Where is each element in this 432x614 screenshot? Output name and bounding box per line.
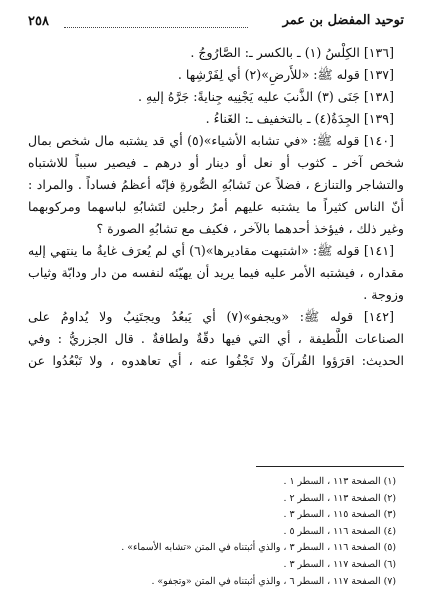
footnote-3: (٣) الصفحة ١١٥ ، السطر ٣ . — [283, 509, 396, 521]
entry-142-line-3: الحديث: اقرَؤوا القُرآنَ ولا تَجْفُوا عنه ، أي تعاهدوه ، ولا تَبْعُدُوا عن — [28, 353, 404, 368]
entry-142-line-2: الصناعات اللَّطيفة ، أي التي فيها دقّةٌ ولطافةٌ . قال الجزريُّ : وفي — [28, 331, 404, 346]
entry-137: [١٣٧] قوله ﷺ: «للأَرضِ»(٢) أي لِفَرْشِها . — [177, 67, 394, 82]
entry-138: [١٣٨] جَنَى (٣) الذَّنبَ عليه يَجْنِيه جِنايةً: جَرَّهُ إليهِ . — [137, 89, 394, 104]
footnotes — [28, 474, 396, 590]
running-header — [28, 10, 404, 36]
footnote-6: (٦) الصفحة ١١٧ ، السطر ٣ . — [283, 558, 396, 570]
entry-140-line-5: وغير ذلك ، فيؤخذ أحدهما بالآخر ، فكيف مع تشابُهِ الصورة ؟ — [96, 221, 404, 236]
footnote-5: (٥) الصفحة ١١٦ ، السطر ٣ ، والذي أثبتناه في المتن «تشابه الأسماء» . — [121, 542, 396, 554]
header-dot-leader — [64, 27, 248, 28]
running-title: توحيد المفضل بن عمر — [282, 13, 404, 28]
entry-136: [١٣٦] الكِلْسُ (١) ـ بالكسر ـ: الصَّارُوجُ . — [190, 45, 394, 60]
footnote-7: (٧) الصفحة ١١٧ ، السطر ٦ ، والذي أثبتناه في المتن «وتجفو» . — [151, 575, 396, 587]
footnote-separator — [256, 466, 404, 467]
footnote-2: (٢) الصفحة ١١٣ ، السطر ٢ . — [283, 492, 396, 504]
entry-140-line-2: شخص آخر ـ كثوب أو نعل أو دينار أو درهم ـ فيصير سبباً للاشتباه — [28, 155, 404, 170]
footnote-1: (١) الصفحة ١١٣ ، السطر ١ . — [283, 476, 396, 487]
entry-140-line-1: [١٤٠] قوله ﷺ: «في تشابه الأشياء»(٥) أي قد يشتبه مال شخص بمال — [28, 133, 395, 148]
entry-139: [١٣٩] الجِدَةُ(٤) ـ بالتخفيف ـ: الغَناءُ . — [205, 111, 394, 126]
entry-140-line-4: أنّ الناس كثيراً ما يشتبه عليهم أمرُ رجلين لتَشابُهِ لباسهما ومركوبهما — [28, 199, 404, 214]
page-number: ٢٥٨ — [28, 14, 49, 29]
entry-141-line-3: وزوجة . — [363, 287, 404, 302]
footnote-4: (٤) الصفحة ١١٦ ، السطر ٥ . — [283, 525, 396, 537]
entry-141-line-2: مقداره ، فيشتبه الأمر عليه فيما يريد أن يهيّئه لنفسه من دار ودابّة وثياب — [28, 265, 404, 280]
entry-140-line-3: والتشاجر والتنازع ، فضلاً عن تَشابُهِ الصُّورةِ فإنّه أعظمُ فساداً . والمراد : — [28, 177, 404, 192]
main-text — [28, 42, 404, 372]
entry-142-line-1: [١٤٢] قوله ﷺ: «ويجفو»(٧) أي يَبعُدُ ويجتَنِبُ ولا يُداومُ على — [28, 309, 394, 324]
entry-141-line-1: [١٤١] قوله ﷺ: «اشتبهت مقاديرها»(٦) أي لم يُعرَف غايةُ ما ينتهي إليه — [28, 243, 395, 258]
